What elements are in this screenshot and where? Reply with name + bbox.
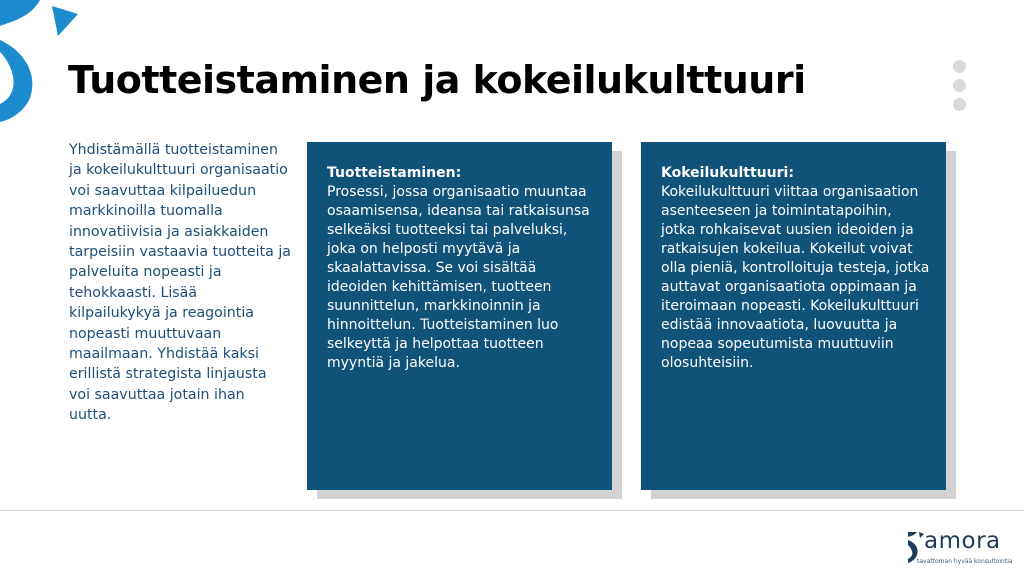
amora-logo: [907, 528, 1012, 570]
card-body: Kokeilukulttuuri viittaa organisaation asenteeseen ja toimintatapoihin, jotka rohkaisevat uusien ideoiden ja ratkaisujen kokeilua. Kokeilut voivat olla pieniä, kontrolloituja testeja, jotka auttavat organisaatiota oppimaan ja iteroimaan nopeasti. Kokeilukulttuuri edistää innovaatiota, luovuutta ja nopeaa sopeutumista muuttuviin olosuhteisiin.: [661, 184, 930, 371]
card-heading: Tuotteistaminen:: [327, 165, 462, 181]
card-panel: [307, 142, 612, 490]
footer-divider: [0, 510, 1024, 511]
dot: [953, 79, 966, 92]
card-tuotteistaminen: [307, 142, 612, 490]
dot: [953, 98, 966, 111]
logo-wordmark: amora: [924, 528, 1001, 554]
card-panel: [641, 142, 946, 490]
slide-title: Tuotteistaminen ja kokeilukulttuuri: [68, 58, 806, 102]
card-kokeilukulttuuri: [641, 142, 946, 490]
logo-tagline: tavattoman hyvää konsultointia: [917, 558, 1013, 565]
card-heading: Kokeilukulttuuri:: [661, 165, 794, 181]
dot: [953, 60, 966, 73]
card-body: Prosessi, jossa organisaatio muuntaa osaamisensa, ideansa tai ratkaisunsa selkeäksi tuotteeksi tai palveluksi, joka on helposti myytävä ja skaalattavissa. Se voi sisältää ideoiden kehittämisen, tuotteen suunnittelun, markkinoinnin ja hinnoittelun. Tuotteistaminen luo selkeyttä ja helpottaa tuotteen myyntiä ja jakelua.: [327, 184, 590, 371]
intro-text: Yhdistämällä tuotteistaminen ja kokeilukulttuuri organisaatio voi saavuttaa kilpailuedun markkinoilla tuomalla innovatiivisia ja asiakkaiden tarpeisiin vastaavia tuotteita ja palveluita nopeasti ja tehokkaasti. Lisää kilpailukykyä ja reagointia nopeasti muuttuvaan maailmaan. Yhdistää kaksi erillistä strategista linjausta voi saavuttaa jotain ihan uutta.: [69, 142, 291, 424]
more-options-icon[interactable]: [953, 60, 967, 117]
